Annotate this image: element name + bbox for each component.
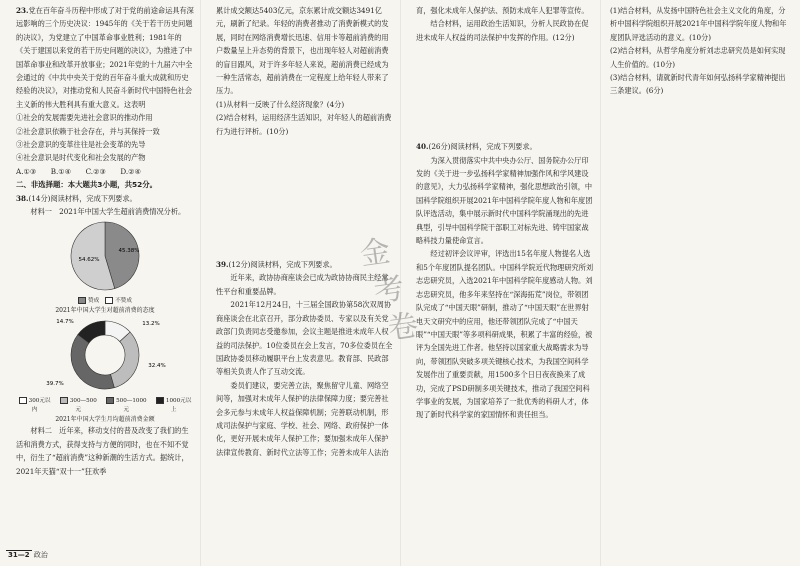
q39-paragraph-1: 近年来，政协协商座谈会已成为政协协商民主经常性平台和重要品牌。 [216,273,389,296]
sub-question-38-2: (2)结合材料，运用经济生活知识，对年轻人的超前消费行为进行评析。(10分) [216,113,392,136]
slice-label: 14.7% [56,318,74,325]
material-2: 材料二 近年来，移动支付的普及改变了我们的生活和消费方式，获得支持与方便的同时，也在不知不觉中，衍生了“超前消费”这种新潮的生活方式。据统计，2021年天猫“双十一”狂欢季 [16,426,189,476]
pie-chart-figure [16,219,194,425]
watermark-stamp: 金 考 卷 [357,233,421,347]
spending-ring-chart [25,315,185,393]
slice-label: 32.4% [148,362,166,369]
answer-choices: A.①③ B.①④ C.②③ D.②④ [16,166,142,176]
sub-question-40-2: (2)结合材料，从哲学角度分析刘志忠研究员是如何实现人生价值的。(10分) [610,46,786,69]
column-4 [610,4,790,98]
fold-line [200,0,201,566]
pie-slice-2 [71,334,114,388]
option-2: ②社会意识依赖于社会存在，并与其保持一致 [16,126,160,136]
legend-item: 1000元以上 [153,397,194,415]
slice-label: 13.2% [142,320,160,327]
question-number: 23. [16,6,29,15]
question-intro: (12分)阅读材料，完成下列要求。 [228,260,337,270]
section-heading: 二、非选择题：本大题共3小题，共52分。 [16,180,158,190]
q39-task: 结合材料，运用政治生活知识，分析人民政协在促进未成年人权益的司法保护中发挥的作用。(12分) [416,19,589,42]
sub-question-40-3: (3)结合材料，请就新时代青年如何弘扬科学家精神提出三条建议。(6分) [610,73,786,96]
question-number: 40. [416,142,429,152]
page-number: 31—2 [8,551,30,559]
q40-paragraph-1: 为深入贯彻落实中共中央办公厅、国务院办公厅印发的《关于进一步弘扬科学家精神加强作风和学风建设的意见》，大力弘扬科学家精神，强化思想政治引领，中国科学院组织开展2021年中国科学院年度人物和年度团队评选活动，集中展示新时代中国科学院涌现出的先进典型，引导中国科学院干部职工对标先进、铸牢国家战略科技力量使命宣言。 [416,155,593,246]
legend-item: 赞成 [78,297,99,306]
sub-question-38-1: (1)从材料一反映了什么经济现象？(4分) [216,99,345,109]
q39-cont: 育，强化未成年人保护法、预防未成年人犯罪等宣传。 [416,6,589,15]
question-23 [16,4,194,111]
fold-line [600,0,601,566]
legend-item: 300元以内 [16,397,53,415]
question-intro: (14分)阅读材料，完成下列要求。 [28,193,137,203]
column-1 [16,4,194,478]
sub-question-40-1: (1)结合材料，从发扬中国特色社会主义文化的角度，分析中国科学院组织开展2021年中国科学院年度人物和年度团队评选活动的意义。(10分) [610,6,787,42]
material-1: 材料一 2021年中国大学生超前消费情况分析。 [30,207,186,217]
option-4: ④社会意识是时代变化和社会发展的产物 [16,153,146,163]
ring-caption: 2021年中国大学生月均超前消费金额 [55,416,155,424]
material-2-cont: 累计成交额达5403亿元，京东累计成交额达3491亿元，刷新了纪录。年轻的消费者推动了消费新模式的发展，同时在网络消费增长迅速、信用卡等超前消费的用户数量呈上升态势的背景下，也出现年轻人对超前消费的盲目跟风，对于许多年轻人来说，超前消费已经成为一种生活常态，超前消费在一定程度上给年轻人带来了压力。 [216,6,389,96]
legend-item: 300—500元 [57,397,99,415]
subject-label: 政治 [33,551,48,559]
question-text: 党在百年奋斗历程中形成了对于党的前途命运具有深远影响的三个历史决议：1945年的《关于若干历史问题的决议》，为党建立了中国革命事业胜利；1981年的《关于建国以来党的若干历史问题的决议》，为推进了中国革命事业和改革开放事业；2021年党的十九届六中全会通过的《中共中央关于党的百年奋斗重大成就和历史经验的决议》，对推动党和人民奋斗新时代中国特色社会主义新的伟大胜利具有重大意义。这表明 [16,6,194,109]
slice-label: 45.38% [118,247,140,254]
pie-caption: 2021年中国大学生对超前消费的态度 [55,306,155,314]
legend-item: 500—1000元 [103,397,149,415]
slice-label: 39.7% [46,380,64,387]
column-3 [416,4,594,422]
slice-label: 54.62% [78,256,100,263]
q39-paragraph-3: 委员们建议，要完善立法，聚焦留守儿童、网络空间等，加强对未成年人保护的法律保障力度；要完善社会多元参与未成年人权益保障机制；完善联动机制，形成司法保护与家庭、学校、社会、网络、政府保护一体化，更好开展未成年人保护工作；要加强未成年人保护法律宣传教育、新时代立法等工作；完善未成年人法治 [216,380,389,457]
option-3: ③社会意识的变革往往是社会变革的先导 [16,140,146,150]
pie-legend [16,297,194,306]
question-number: 38. [16,193,29,203]
pie-slice-1 [110,332,139,388]
question-number: 39. [216,260,229,270]
option-1: ①社会的发展需要先进社会意识的推动作用 [16,113,153,123]
attitude-pie-chart [45,219,165,293]
legend-item: 不赞成 [105,297,132,306]
question-intro: (26分)阅读材料，完成下列要求。 [428,142,537,152]
q39-paragraph-2: 2021年12月24日，十三届全国政协第58次双周协商座谈会在北京召开，部分政协委员、专家以及有关党政部门负责同志受邀参加，会议主题是推进未成年人权益的司法保护。10位委员在会上发言，70多位委员在全国政协委员移动履职平台上发表意见。教育部、民政部等相关负责人作了互动交流。 [216,300,393,377]
q40-paragraph-2: 经过初评会议评审，评选出15名年度人物提名人选和5个年度团队提名团队。中国科学院近代物理研究所刘志忠研究员，入选2021年中国科学院年度感动人物。刘志忠研究员，他多年来坚持在“深海拓荒”岗位，带领团队完成了“中国天眼”研制，推动了“中国天眼”在世界射电天文研究中的应用，他还带领团队完成了“中国天眼”“中国天眼”等多项科研成果，积累了丰富的经验，被评为全国先进工作者。他坚持以国家重大战略需求为导向，带领团队突破多项关键核心技术，为我国空间科学发展作出了重要贡献，用1500多个日日夜夜换来了成功，完成了PSD研制多项关键技术，推动了我国空间科学事业的发展，为国家培养了一批优秀的科研人才，体现了新时代科学家的家国情怀和责任担当。 [416,249,594,420]
ring-legend [16,397,194,415]
page-footer [6,550,48,560]
